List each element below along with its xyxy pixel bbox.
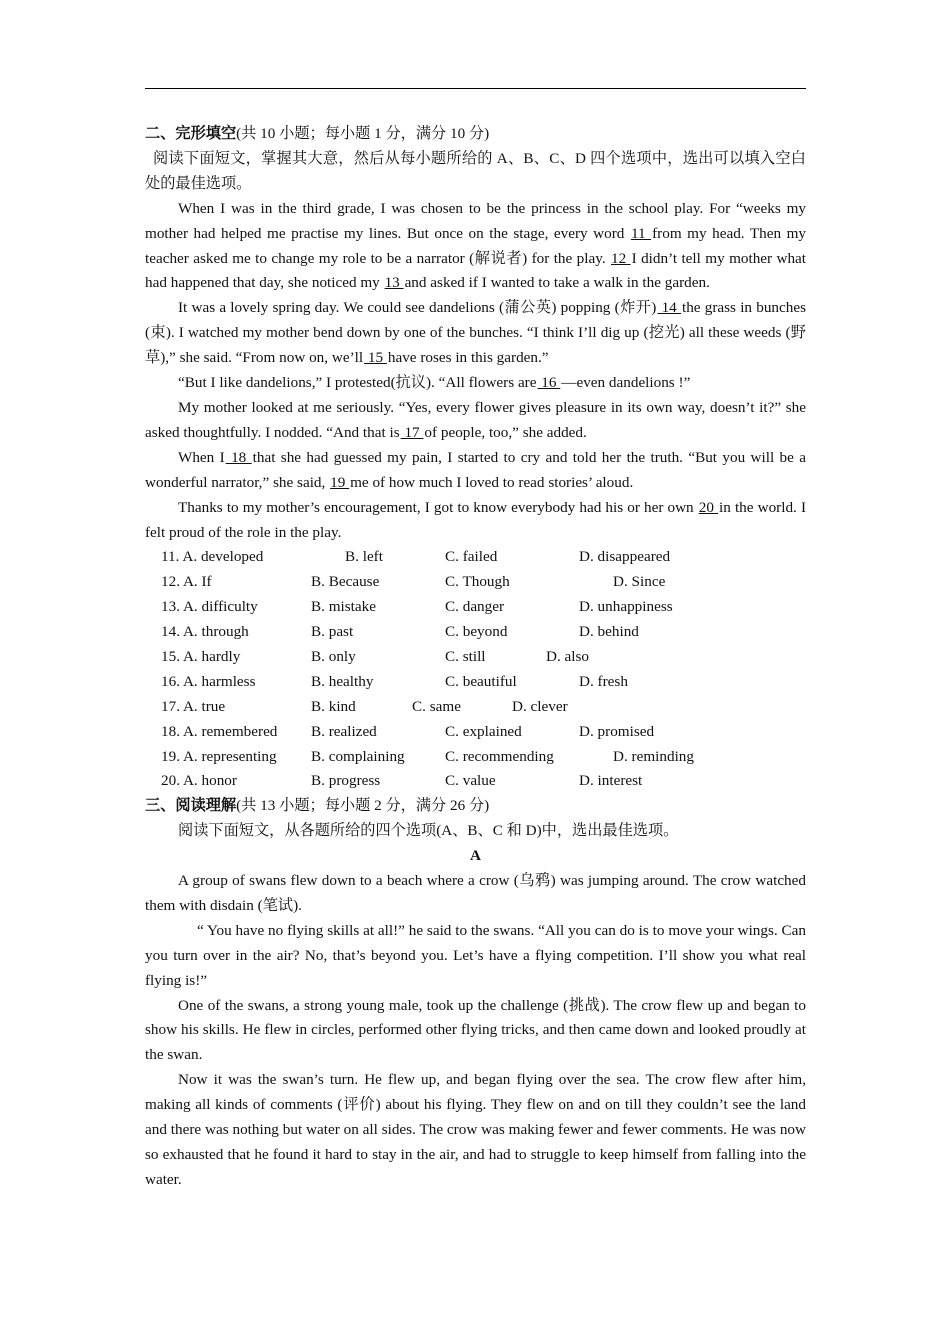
- option-b[interactable]: B. complaining: [311, 747, 405, 765]
- exam-page: [145, 122, 806, 1193]
- option-row-16: [145, 670, 806, 695]
- option-b[interactable]: B. mistake: [311, 598, 376, 616]
- section3-scoring: (共 13 小题；每小题 2 分，满分 26 分): [236, 797, 490, 815]
- section2-instruction: 阅读下面短文，掌握其大意，然后从每小题所给的 A、B、C、D 四个选项中，选出可以填入空白处的最佳选项。: [145, 149, 806, 192]
- blank-19[interactable]: 19: [330, 473, 350, 491]
- passageA-paragraph-4: Now it was the swan’s turn. He flew up, and began flying over the sea. The crow flew after him, making all kinds of comments (评价) about his flying. They flew on and on till they couldn’t see the land and there was nothing but water on all sides. The crow was making fewer and fewer comments. He was now so exhausted that he found it hard to stay in the air, and had to struggle to keep himself from falling into the water.: [145, 1071, 806, 1188]
- option-d[interactable]: D. interest: [579, 772, 643, 790]
- blank-17[interactable]: 17: [400, 423, 424, 441]
- text: When I was in the third grade, I was chosen to be the princess in the school play. For “weeks my mother had helped me practise my lines. But once on the stage, every word: [145, 199, 806, 242]
- option-b[interactable]: B. left: [345, 548, 383, 566]
- passageA-paragraph-1: A group of swans flew down to a beach where a crow (乌鸦) was jumping around. The crow watched them with disdain (笔试).: [145, 872, 806, 914]
- blank-14[interactable]: 14: [657, 299, 681, 317]
- option-c[interactable]: C. beautiful: [445, 672, 517, 690]
- option-d[interactable]: D. clever: [512, 697, 568, 715]
- option-b[interactable]: B. past: [311, 623, 354, 641]
- passage1-paragraph-4: [145, 396, 806, 446]
- text: “But I like dandelions,” I protested(抗议). “All flowers are: [178, 374, 537, 392]
- option-row-20: [145, 769, 806, 794]
- text: —even dandelions !”: [561, 374, 691, 392]
- blank-20[interactable]: 20: [698, 498, 719, 516]
- text: It was a lovely spring day. We could see dandelions (蒲公英) popping (炸开): [178, 299, 657, 317]
- option-a[interactable]: 20. A. honor: [161, 772, 237, 790]
- option-a[interactable]: 11. A. developed: [161, 548, 264, 566]
- option-row-14: [145, 620, 806, 645]
- option-d[interactable]: D. reminding: [613, 747, 694, 765]
- section3-instruction: 阅读下面短文，从各题所给的四个选项(A、B、C 和 D)中，选出最佳选项。: [178, 822, 679, 840]
- text: from my head. Then my teacher asked me to change my role to be a narrator (解说者) for the play.: [145, 224, 806, 267]
- option-c[interactable]: C. explained: [445, 722, 522, 740]
- text: Thanks to my mother’s encouragement, I got to know everybody had his or her own: [178, 498, 698, 516]
- option-a[interactable]: 19. A. representing: [161, 747, 277, 765]
- option-c[interactable]: C. danger: [445, 598, 505, 616]
- option-d[interactable]: D. disappeared: [579, 548, 671, 566]
- option-row-15: [145, 645, 806, 670]
- option-a[interactable]: 14. A. through: [161, 623, 249, 641]
- option-b[interactable]: B. only: [311, 647, 356, 665]
- section2-heading: [145, 122, 806, 147]
- blank-15[interactable]: 15: [364, 349, 387, 367]
- blank-12[interactable]: 12: [611, 249, 631, 267]
- option-b[interactable]: B. kind: [311, 697, 356, 715]
- header-rule: [145, 88, 806, 89]
- passage1-paragraph-5: [145, 446, 806, 496]
- option-d[interactable]: D. Since: [613, 573, 666, 591]
- part-label: A: [470, 847, 481, 865]
- blank-11[interactable]: 11: [630, 224, 652, 242]
- section3-title: 三、阅读理解: [145, 797, 237, 815]
- option-c[interactable]: C. still: [445, 647, 486, 665]
- passage1-paragraph-3: [145, 371, 806, 396]
- option-c[interactable]: C. failed: [445, 548, 498, 566]
- option-a[interactable]: 15. A. hardly: [161, 647, 241, 665]
- passage1-paragraph-6: [145, 496, 806, 546]
- section2-scoring: (共 10 小题；每小题 1 分，满分 10 分): [236, 125, 490, 142]
- text: of people, too,” she added.: [424, 423, 587, 441]
- section3-heading: [145, 794, 806, 819]
- blank-13[interactable]: 13: [384, 274, 404, 292]
- text: me of how much I loved to read stories’ aloud.: [350, 473, 634, 491]
- option-b[interactable]: B. realized: [311, 722, 377, 740]
- option-c[interactable]: C. Though: [445, 573, 510, 591]
- option-d[interactable]: D. behind: [579, 623, 639, 641]
- blank-16[interactable]: 16: [537, 374, 561, 392]
- options-list: [145, 545, 806, 794]
- option-row-19: [145, 745, 806, 770]
- option-b[interactable]: B. progress: [311, 772, 381, 790]
- option-d[interactable]: D. fresh: [579, 672, 628, 690]
- option-c[interactable]: C. same: [412, 697, 461, 715]
- option-row-18: [145, 720, 806, 745]
- option-a[interactable]: 18. A. remembered: [161, 722, 278, 740]
- blank-18[interactable]: 18: [225, 448, 252, 466]
- option-row-11: [145, 545, 806, 570]
- option-row-17: [145, 695, 806, 720]
- text: My mother looked at me seriously. “Yes, every flower gives pleasure in its own way, doesn’t it?” she asked thoughtfully. I nodded. “And that is: [145, 398, 806, 441]
- passageA-paragraph-2: “ You have no flying skills at all!” he said to the swans. “All you can do is to move your wings. Can you turn over in the air? No, that’s beyond you. Let’s have a flying competition. I’ll show you what real flying is!”: [145, 921, 806, 989]
- text: When I: [178, 448, 225, 466]
- section2-title: 二、完形填空: [145, 125, 237, 142]
- option-row-12: [145, 570, 806, 595]
- option-d[interactable]: D. also: [546, 647, 590, 665]
- option-a[interactable]: 17. A. true: [161, 697, 226, 715]
- text: have roses in this garden.”: [387, 349, 549, 367]
- option-d[interactable]: D. promised: [579, 722, 655, 740]
- option-row-13: [145, 595, 806, 620]
- text: I didn’t tell my mother what had happened that day, she noticed my: [145, 249, 807, 292]
- text: and asked if I wanted to take a walk in the garden.: [404, 274, 710, 292]
- option-c[interactable]: C. value: [445, 772, 496, 790]
- option-a[interactable]: 13. A. difficulty: [161, 598, 258, 616]
- option-a[interactable]: 16. A. harmless: [161, 672, 256, 690]
- option-c[interactable]: C. recommending: [445, 747, 554, 765]
- text: in the world. I felt proud of the role in the play.: [145, 498, 807, 541]
- option-d[interactable]: D. unhappiness: [579, 598, 673, 616]
- option-a[interactable]: 12. A. If: [161, 573, 212, 591]
- passage1-paragraph-1: [145, 197, 806, 297]
- text: the grass in bunches (束). I watched my mother bend down by one of the bunches. “I think I’ll dig up (挖光) all these weeds (野草),” she said. “From now on, we’ll: [145, 299, 806, 367]
- option-b[interactable]: B. Because: [311, 573, 380, 591]
- text: that she had guessed my pain, I started to cry and told her the truth. “But you will be a wonderful narrator,” she said,: [145, 448, 807, 491]
- option-c[interactable]: C. beyond: [445, 623, 508, 641]
- passage1-paragraph-2: [145, 296, 806, 371]
- passageA-paragraph-3: One of the swans, a strong young male, took up the challenge (挑战). The crow flew up and began to show his skills. He flew in circles, performed other flying tricks, and then came down and looked proudly at the swan.: [145, 996, 806, 1064]
- option-b[interactable]: B. healthy: [311, 672, 374, 690]
